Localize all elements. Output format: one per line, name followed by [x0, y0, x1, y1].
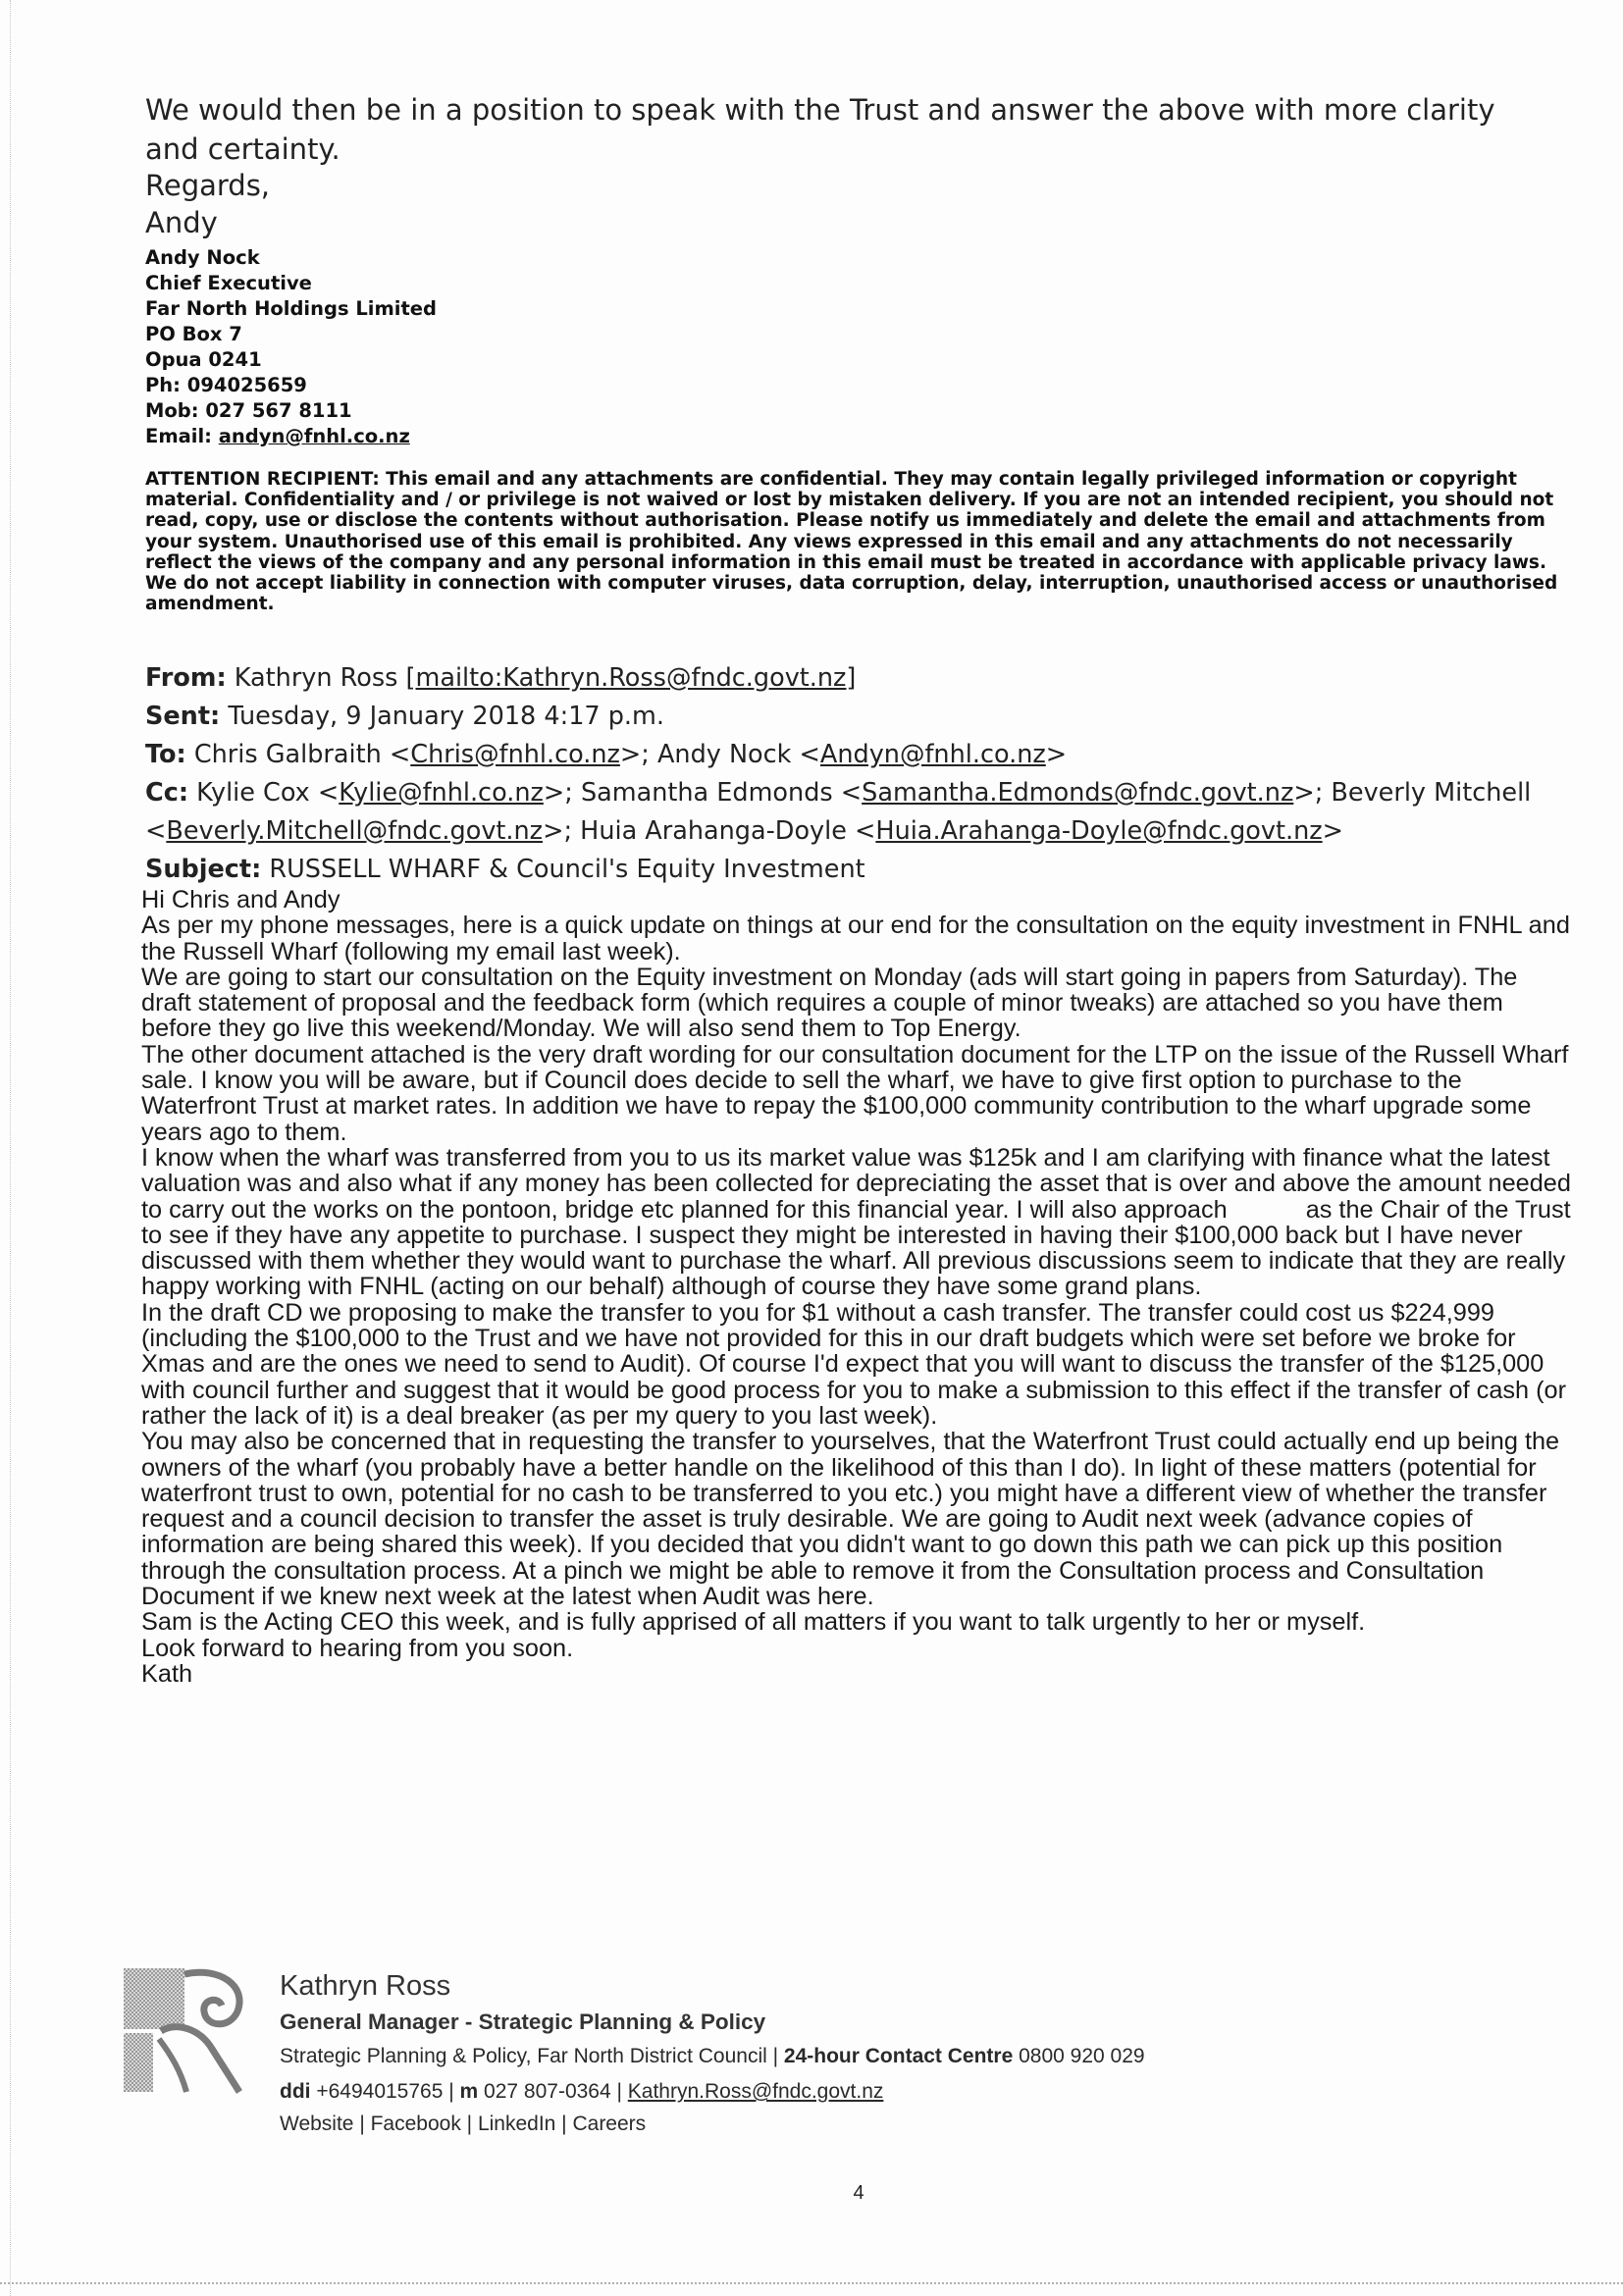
cc-recipient-name: >; Beverly Mitchell < [145, 778, 1532, 846]
council-logo-icon [122, 1966, 261, 2096]
to-label: To: [145, 740, 186, 769]
signoff: Kath [141, 1659, 193, 1688]
from-name: Kathryn Ross [234, 663, 406, 693]
signature-city: Opua 0241 [145, 348, 262, 371]
first-name-line: Andy [145, 206, 218, 239]
body-paragraph-6: You may also be concerned that in requesting the transfer to yourselves, that the Waterfront Trust could actually end up being the owners of the wharf (you probably have a better handle on the likelihood of this than I do). In light of these matters (potential for waterfront trust to own, potential for no cash to be transferred to you etc.) you might have a different view of whether the transfer request and a council decision to transfer the asset is truly desirable. We are going to Audit next week (advance copies of information are being shared this week). If you decided that you didn't want to go down this path we can pick up this position through the consultation process. At a pinch we might be able to remove it from the Consultation process and Consultation Document if we knew next week at the latest when Audit was here. [141, 1428, 1560, 1611]
signature-email-line [145, 424, 437, 449]
email-signature [145, 245, 437, 449]
signature-company: Far North Holdings Limited [145, 297, 437, 320]
from-line [145, 659, 1548, 698]
body-paragraph-4-end: as the Chair of the Trust to see if they have any appetite to purchase. I suspect they might be interested in having their $100,000 back but I have never discussed with them whether they would want to purchase the wharf. All previous discussions seem to indicate that they are really happy working with FNHL (acting on our behalf) although of course they have some grand plans. [141, 1195, 1571, 1301]
cc-recipient-email[interactable]: Huia.Arahanga-Doyle@fndc.govt.nz [875, 816, 1323, 846]
cc-label: Cc: [145, 778, 189, 808]
body-paragraph-5: In the draft CD we proposing to make the transfer to you for $1 without a cash transfer. The transfer could cost us $224,999 (including the $100,000 to the Trust and we have not provided for this in our draft budgets which were set before we broke for Xmas and are the ones we need to send to Audit). Of course I'd expect that you will want to discuss the transfer of the $125,000 with council further and suggest that it would be good process for you to make a submission to this effect if the transfer of cash (or rather the lack of it) is a deal breaker (as per my query to you last week). [141, 1298, 1567, 1430]
body-paragraph-8: Look forward to hearing from you soon. [141, 1634, 574, 1662]
cc-line [145, 774, 1548, 851]
subject-label: Subject: [145, 855, 262, 884]
regards-line: Regards, [145, 169, 271, 202]
council-signature-dept-line [280, 2039, 1145, 2074]
to-line-end: > [1045, 740, 1068, 769]
signature-phone: Ph: 094025659 [145, 374, 307, 396]
from-label: From: [145, 663, 227, 693]
council-social-links[interactable]: Website | Facebook | LinkedIn | Careers [280, 2113, 647, 2135]
intro-paragraph: We would then be in a position to speak with the Trust and answer the above with more clarity and certainty. [145, 93, 1495, 166]
cc-recipient-email[interactable]: Samantha.Edmonds@fndc.govt.nz [862, 778, 1294, 808]
council-signature-name: Kathryn Ross [280, 1970, 451, 2002]
to-recipient-name: >; Andy Nock < [619, 740, 820, 769]
contact-centre-number: 0800 920 029 [1013, 2045, 1145, 2067]
to-recipient-name: Chris Galbraith < [193, 740, 411, 769]
email-header [145, 659, 1548, 889]
council-signature-title: General Manager - Strategic Planning & Policy [280, 2009, 766, 2034]
mobile-value: 027 807-0364 | [478, 2080, 628, 2103]
council-signature [280, 1966, 1145, 2139]
confidentiality-disclaimer: ATTENTION RECIPIENT: This email and any attachments are confidential. They may contain legally privileged information or copyright material. Confidentiality and / or privilege is not waived or lost by mistaken delivery. If you are not an intended recipient, you should not read, copy, use or disclose the contents without authorisation. Please notify us immediately and delete the email and attachments from your system. Unauthorised use of this email is prohibited. Any views expressed in this email and any attachments do not necessarily reflect the views of the company and any personal information in this email must be treated in accordance with applicable privacy laws. We do not accept liability in connection with computer viruses, data corruption, delay, interruption, unauthorised access or unauthorised amendment. [145, 469, 1558, 615]
cc-recipient-email[interactable]: Kylie@fnhl.co.nz [339, 778, 544, 808]
cc-recipient-name: Kylie Cox < [196, 778, 340, 808]
mobile-label: m [459, 2080, 479, 2103]
council-signature-contact-line [280, 2074, 1145, 2110]
body-paragraph-2: We are going to start our consultation on the Equity investment on Monday (ads will start going in papers from Saturday). The draft statement of proposal and the feedback form (which requires a couple of minor tweaks) are attached so you have them before they go live this weekend/Monday. We will also send them to Top Energy. [141, 963, 1518, 1043]
from-mailto-link[interactable]: [mailto:Kathryn.Ross@fndc.govt.nz] [405, 663, 857, 693]
cc-recipient-name: >; Huia Arahanga-Doyle < [543, 816, 876, 846]
sent-label: Sent: [145, 702, 221, 731]
body-paragraph-1: As per my phone messages, here is a quick update on things at our end for the consultation on the equity investment in FNHL and the Russell Wharf (following my email last week). [141, 912, 1570, 965]
regards-block [145, 167, 270, 241]
body-paragraph-3: The other document attached is the very draft wording for our consultation document for the LTP on the issue of the Russell Wharf sale. I know you will be aware, but if Council does decide to sell the wharf, we have to give first option to purchase to the Waterfront Trust at market rates. In addition we have to repay the $100,000 community contribution to the wharf upgrade some years ago to them. [141, 1040, 1569, 1146]
to-recipient-email[interactable]: Andyn@fnhl.co.nz [819, 740, 1046, 769]
signature-email-link[interactable]: andyn@fnhl.co.nz [218, 425, 410, 447]
cc-recipient-name: >; Samantha Edmonds < [543, 778, 863, 808]
subject-line [145, 851, 1548, 889]
contact-centre-label: 24-hour Contact Centre [783, 2045, 1014, 2067]
ddi-label: ddi [280, 2080, 311, 2103]
cc-line-end: > [1322, 816, 1344, 846]
body-paragraph-4 [141, 1145, 1574, 1300]
signature-name: Andy Nock [145, 246, 260, 269]
body-paragraph-7: Sam is the Acting CEO this week, and is fully apprised of all matters if you want to talk urgently to her or myself. [141, 1608, 1366, 1637]
page-number: 4 [853, 2182, 864, 2204]
greeting: Hi Chris and Andy [141, 886, 340, 913]
council-dept: Strategic Planning & Policy, Far North District Council [280, 2045, 767, 2067]
ddi-value: +6494015765 | [310, 2080, 460, 2103]
signature-po-box: PO Box 7 [145, 323, 242, 345]
subject-value: RUSSELL WHARF & Council's Equity Investment [269, 855, 865, 884]
body-paragraph-4-start: I know when the wharf was transferred from you to us its market value was $125k and I am clarifying with finance what the latest valuation was and also what if any money has been collected for depreciating the asset that is over and above the amount needed to carry out the works on the pontoon, bridge etc planned for this financial year. I will also approach [141, 1143, 1571, 1224]
council-separator: | [766, 2045, 784, 2067]
scan-left-edge [10, 0, 11, 2296]
cc-recipient-email[interactable]: Beverly.Mitchell@fndc.govt.nz [166, 816, 544, 846]
email-body [141, 887, 1574, 1687]
to-recipient-email[interactable]: Chris@fnhl.co.nz [410, 740, 620, 769]
sent-value: Tuesday, 9 January 2018 4:17 p.m. [228, 702, 664, 731]
sent-line [145, 698, 1548, 736]
signature-mobile: Mob: 027 567 8111 [145, 399, 352, 422]
signature-title: Chief Executive [145, 272, 312, 294]
scan-bottom-edge [0, 2282, 1623, 2284]
council-email-link[interactable]: Kathryn.Ross@fndc.govt.nz [627, 2080, 884, 2103]
to-line [145, 736, 1548, 774]
signature-email-label: Email: [145, 425, 219, 447]
